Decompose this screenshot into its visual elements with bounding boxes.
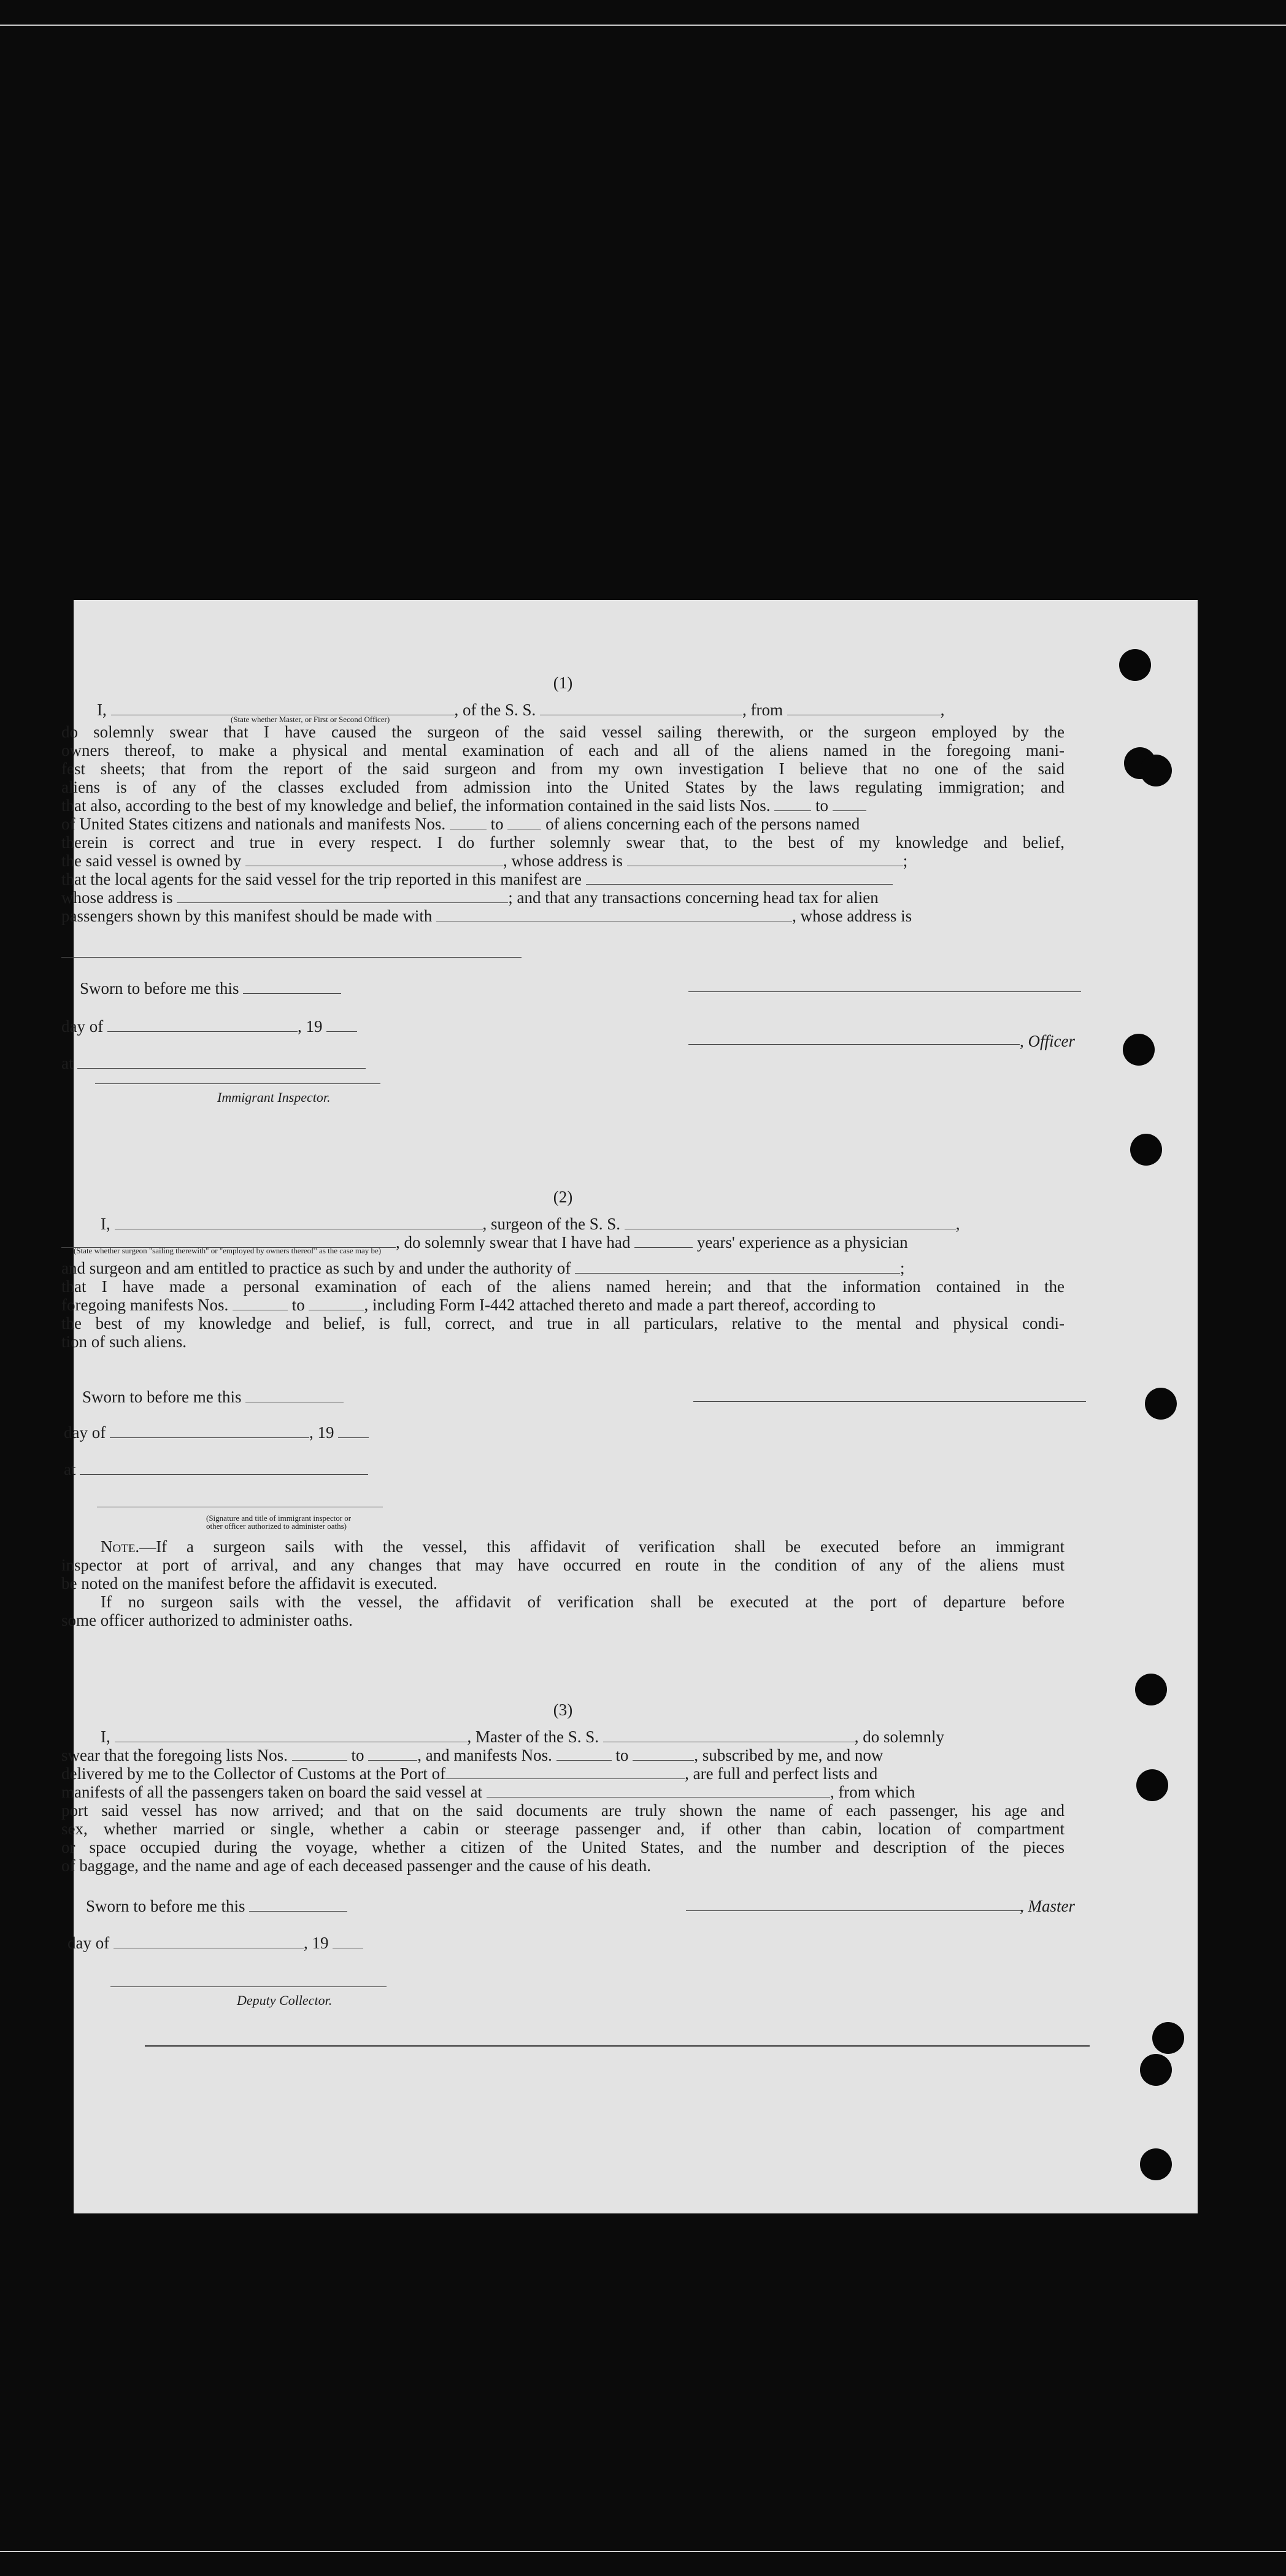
vessel-name-field[interactable]	[625, 1217, 956, 1229]
place-field[interactable]	[77, 1056, 366, 1069]
at-line: at	[64, 1460, 368, 1478]
day-line: day of , 19	[61, 1017, 357, 1036]
month-field[interactable]	[110, 1425, 309, 1438]
years-experience-field[interactable]	[634, 1235, 693, 1248]
punch-hole	[1130, 1134, 1162, 1166]
oath-text-line: whose address is ; and that any transactions concerning head tax for alien	[61, 888, 879, 907]
punch-hole	[1140, 755, 1172, 786]
punch-hole	[1140, 2054, 1172, 2086]
sworn-day-field[interactable]	[249, 1899, 347, 1912]
oath-text-line: of baggage, and the name and age of each deceased passenger and the cause of his death.	[61, 1856, 652, 1875]
deputy-collector-label: Deputy Collector.	[237, 1993, 333, 2008]
manifests-from-field[interactable]	[450, 817, 487, 829]
lists-to-field[interactable]	[368, 1748, 417, 1761]
oath-line-1: I, , surgeon of the S. S. ,	[101, 1215, 960, 1233]
bottom-rule	[145, 2045, 1090, 2047]
affidavit-section-2	[61, 1188, 1065, 1629]
oath-line-1: I, , Master of the S. S. , do solemnly	[101, 1728, 944, 1746]
owner-address-field[interactable]	[627, 853, 903, 866]
punch-hole	[1152, 2022, 1184, 2054]
top-frame-line	[0, 25, 1286, 26]
oath-text-line: fest sheets; that from the report of the said surgeon and from my own investigation I believe that no one of the said	[61, 759, 1065, 778]
sworn-line: Sworn to before me this	[80, 979, 341, 998]
officer-signature-line-1[interactable]	[688, 991, 1081, 992]
oath-text-line: of United States citizens and nationals and manifests Nos. to of aliens concerning each of the persons named	[61, 815, 860, 833]
year-field[interactable]	[326, 1019, 357, 1032]
place-field[interactable]	[80, 1462, 368, 1475]
master-label: , Master	[1020, 1897, 1075, 1915]
month-field[interactable]	[114, 1936, 304, 1948]
officer-label: , Officer	[1020, 1032, 1075, 1050]
oath-text-line: sex, whether married or single, whether a cabin or steerage passenger and, if other than cabin, location of compartment	[61, 1820, 1065, 1838]
signature-caption: other officer authorized to administer oaths)	[206, 1521, 347, 1531]
vessel-name-field[interactable]	[540, 702, 742, 715]
oath-text-line: therein is correct and true in every respect. I do further solemnly swear that, to the best of my knowledge and belief,	[61, 833, 1065, 852]
oath-text-line: that the local agents for the said vessel for the trip reported in this manifest are	[61, 870, 1065, 888]
punch-hole	[1145, 1388, 1177, 1420]
manifests-from-field[interactable]	[233, 1298, 288, 1310]
officer-signature-line-2[interactable]	[688, 1044, 1020, 1045]
manifests-to-field[interactable]	[507, 817, 541, 829]
punch-hole	[1119, 649, 1151, 681]
year-field[interactable]	[338, 1425, 369, 1438]
oath-text-line: tion of such aliens.	[61, 1332, 187, 1351]
day-line: day of , 19	[67, 1934, 363, 1952]
note-line: Note.—If a surgeon sails with the vessel, this affidavit of verification shall be executed before an immigrant	[101, 1537, 1065, 1556]
month-field[interactable]	[107, 1019, 298, 1032]
vessel-owner-field[interactable]	[245, 853, 503, 866]
oath-text-line: swear that the foregoing lists Nos. to , and manifests Nos. to , subscribed by me, and now	[61, 1746, 884, 1764]
day-line: day of , 19	[64, 1423, 369, 1442]
oath-text-line: that I have made a personal examination of each of the aliens named herein; and that the information contained in the	[61, 1277, 1065, 1296]
officer-rank-field[interactable]	[111, 702, 455, 715]
punch-hole	[1140, 2148, 1172, 2180]
oath-text-line: or space occupied during the voyage, whether a citizen of the United States, and the number and description of the pieces	[61, 1838, 1065, 1856]
rank-caption: (State whether Master, or First or Second Officer)	[231, 715, 390, 724]
at-line: at	[61, 1054, 366, 1072]
note-label: Note.	[101, 1537, 140, 1556]
section-number: (3)	[553, 1701, 573, 1719]
lists-from-field[interactable]	[292, 1748, 347, 1761]
oath-line-2: , do solemnly swear that I have had years' experience as a physician (State whether surgeon "sailing therewith" or "employed by owners thereof" as the case may be)	[61, 1233, 1065, 1251]
sworn-line: Sworn to before me this	[82, 1388, 344, 1406]
note-line: inspector at port of arrival, and any changes that may have occurred en route in the condition of any of the aliens must	[61, 1556, 1065, 1574]
oath-text-line: and surgeon and am entitled to practice as such by and under the authority of ;	[61, 1259, 905, 1277]
surgeon-signature-line[interactable]	[693, 1401, 1086, 1402]
bottom-frame-line	[0, 2551, 1286, 2552]
collector-signature-line[interactable]	[110, 1986, 387, 1987]
section-number: (2)	[553, 1188, 573, 1206]
lists-from-field[interactable]	[774, 798, 811, 811]
note-block	[61, 1537, 1065, 1629]
local-agents-field[interactable]	[586, 872, 893, 885]
oath-text-line: passengers shown by this manifest should be made with , whose address is	[61, 907, 912, 925]
authority-field[interactable]	[575, 1261, 900, 1274]
oath-text-line: port said vessel has now arrived; and that on the said documents are truly shown the name of each passenger, his age and	[61, 1801, 1065, 1820]
signature-caption: (Signature and title of immigrant inspector or	[206, 1513, 352, 1523]
boarding-port-field[interactable]	[487, 1785, 830, 1797]
note-line: be noted on the manifest before the affidavit is executed.	[61, 1574, 437, 1593]
master-name-field[interactable]	[115, 1729, 468, 1742]
manifests-to-field[interactable]	[633, 1748, 694, 1761]
manifests-to-field[interactable]	[309, 1298, 364, 1310]
sworn-day-field[interactable]	[243, 981, 341, 994]
note-line: some officer authorized to administer oaths.	[61, 1611, 353, 1629]
sworn-line: Sworn to before me this	[86, 1897, 347, 1915]
address-continuation-line[interactable]	[61, 957, 522, 958]
port-from-field[interactable]	[787, 702, 941, 715]
oath-text-line: the said vessel is owned by , whose address is ;	[61, 852, 908, 870]
oath-text-line: do solemnly swear that I have caused the surgeon of the said vessel sailing therewith, or the surgeon employed by the	[61, 723, 1065, 741]
surgeon-name-field[interactable]	[115, 1217, 483, 1229]
oath-text-line: foregoing manifests Nos. to , including Form I-442 attached thereto and made a part thereof, according to	[61, 1296, 876, 1314]
vessel-name-field[interactable]	[603, 1729, 855, 1742]
affidavit-section-3	[61, 1701, 1075, 2008]
master-signature-line[interactable]	[686, 1910, 1023, 1911]
sworn-day-field[interactable]	[245, 1390, 344, 1402]
oath-text-line: manifests of all the passengers taken on board the said vessel at , from which	[61, 1783, 915, 1801]
inspector-signature-line[interactable]	[95, 1083, 380, 1084]
punch-hole	[1135, 1674, 1167, 1705]
year-field[interactable]	[333, 1936, 363, 1948]
immigrant-inspector-label: Immigrant Inspector.	[217, 1090, 331, 1105]
oath-line-1: I, , of the S. S. , from , (State whether Master, or First or Second Officer)	[97, 701, 945, 724]
surgeon-status-caption: (State whether surgeon "sailing therewith" or "employed by owners thereof" as the case may be)	[74, 1246, 382, 1255]
manifests-from-field[interactable]	[556, 1748, 612, 1761]
affidavit-section-1	[61, 674, 1075, 1105]
head-tax-party-field[interactable]	[436, 909, 792, 921]
lists-to-field[interactable]	[833, 798, 866, 811]
oath-text-line: owners thereof, to make a physical and mental examination of each and all of the aliens named in the foregoing mani-	[61, 741, 1065, 759]
punch-hole	[1136, 1769, 1168, 1801]
agents-address-field[interactable]	[177, 890, 508, 903]
punch-hole	[1123, 1034, 1155, 1066]
oath-text-line: the best of my knowledge and belief, is full, correct, and true in all particulars, relative to the mental and physical condi-	[61, 1314, 1065, 1332]
oath-text-line: aliens is of any of the classes excluded from admission into the United States by the laws regulating immigration; and	[61, 778, 1065, 796]
section-number: (1)	[553, 674, 573, 692]
oath-text-line: that also, according to the best of my knowledge and belief, the information contained in the said lists Nos. to	[61, 796, 1065, 815]
oath-text-line: delivered by me to the Collector of Customs at the Port of , are full and perfect lists and	[61, 1764, 878, 1783]
note-line: If no surgeon sails with the vessel, the affidavit of verification shall be executed at the port of departure before	[101, 1593, 1065, 1611]
port-field[interactable]	[445, 1766, 685, 1779]
